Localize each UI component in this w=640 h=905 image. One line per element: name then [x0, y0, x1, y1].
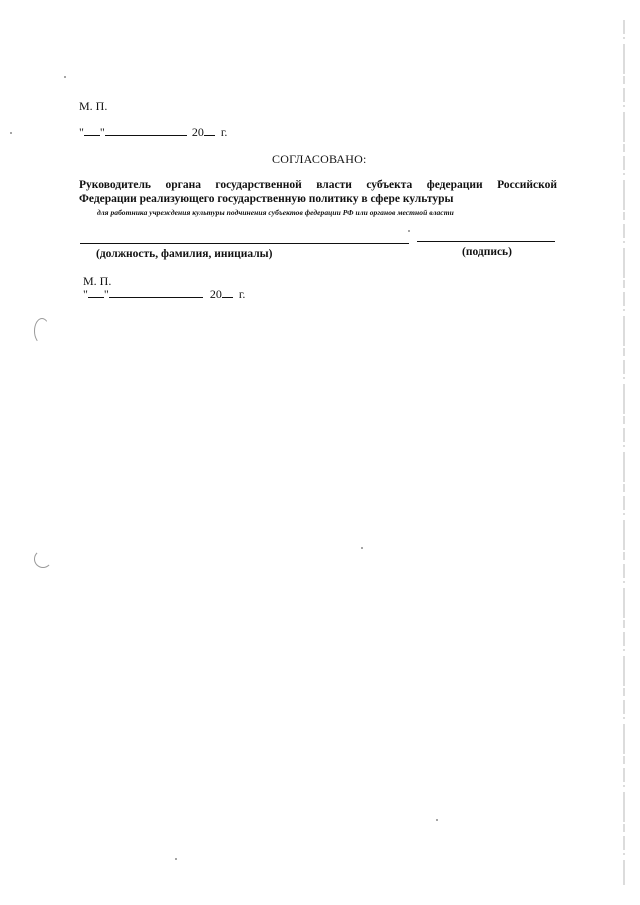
- scan-edge-artifact: [623, 20, 625, 885]
- agreed-heading: СОГЛАСОВАНО:: [272, 152, 367, 166]
- scan-mark-arc-1: [34, 318, 50, 344]
- signature-field-line: [417, 241, 555, 242]
- date-quote-open: ": [83, 287, 88, 301]
- official-title-line-1: Руководитель органа государственной власти субъекта федерации Российской: [79, 179, 557, 191]
- position-name-field-line: [80, 243, 409, 244]
- position-name-caption: (должность, фамилия, инициалы): [96, 248, 273, 260]
- stamp-place-label-top: М. П.: [79, 99, 108, 113]
- scan-speck: [175, 858, 177, 860]
- month-blank: [109, 287, 203, 298]
- scan-mark-arc-2: [34, 550, 52, 568]
- year-prefix: 20: [191, 125, 204, 139]
- applicability-note: для работника учреждения культуры подчинения субъектов федерации РФ или органов местной власти: [97, 208, 454, 217]
- month-blank: [105, 125, 187, 136]
- year-suffix: г.: [238, 287, 246, 301]
- date-line-bottom: [83, 287, 245, 302]
- stamp-place-label-bottom: М. П.: [83, 274, 112, 288]
- date-quote-open: ": [79, 125, 84, 139]
- scan-speck: [361, 547, 363, 549]
- scan-speck: [436, 819, 438, 821]
- date-line-top: [79, 125, 227, 140]
- scan-speck: [10, 132, 12, 134]
- year-prefix: 20: [209, 287, 222, 301]
- official-title: [79, 178, 557, 206]
- date-quote-close: ": [103, 287, 109, 301]
- scan-speck: [408, 230, 410, 232]
- signature-caption: (подпись): [462, 246, 512, 258]
- year-suffix: г.: [220, 125, 228, 139]
- scan-speck: [64, 76, 66, 78]
- day-blank: [84, 125, 100, 136]
- date-quote-close: ": [99, 125, 105, 139]
- year-blank: [222, 287, 233, 298]
- official-title-line-2: Федерации реализующего государственную политику в сфере культуры: [79, 193, 454, 205]
- day-blank: [88, 287, 104, 298]
- year-blank: [204, 125, 215, 136]
